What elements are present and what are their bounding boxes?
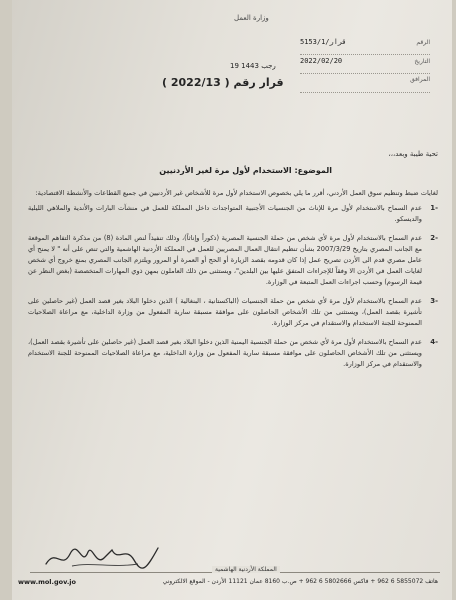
ref-label: الرقم: [416, 39, 430, 46]
date-row: [300, 57, 430, 74]
item-number: -3: [430, 297, 438, 305]
list-item: [28, 337, 438, 370]
attachments-label: المرافق: [410, 76, 430, 83]
handwritten-signature: [42, 540, 162, 574]
subject-line: الموضوع: الاستخدام لأول مرة لغير الأردنيين: [159, 166, 332, 175]
footer-website-link[interactable]: www.mol.gov.jo: [18, 578, 76, 586]
footer-contact-info: هاتف 5855072 6 962 + فاكس 5802666 6 962 + ص.ب 8160 عمان 11121 الأردن - الموقع الالكتروني: [162, 578, 438, 585]
list-item: [28, 296, 438, 329]
attachments-row: [300, 76, 430, 93]
ref-value: 5153/1/قرار: [300, 38, 347, 46]
item-number: -4: [430, 338, 438, 346]
date-label: التاريخ: [414, 58, 430, 65]
intro-paragraph: لغايات ضبط وتنظيم سوق العمل الأردني، أقرر ما يلي بخصوص الاستخدام لأول مرة للأشخاص غير الأردنيين في جميع القطاعات والأنشطة الاقتصادية:: [35, 189, 438, 197]
item-text: عدم السماح بالاستخدام لأول مرة لأي شخص من حملة الجنسية المصرية (ذكوراً وإناثاً)، وذلك تنفيذاً لنص المادة (8) من مذكرة التفاهم الموقعة مع الجانب المصري بتاريخ 2007/3/29 بشأن تنظيم انتقال العمال المصريين للعمل في المملكة الأردنية الهاشمية والتي تنص على أنه " لا يمنح أي عامل مصري قدم الى الأردن تصريح عمل إذا كان قدومه بقصد الزيارة أو الحج أو العمرة أو المرور ويلتزم الجانب المصري بمنع خروج أي شخص لغايات العمل في الأردن الا وفقاً للإجراءات المتفق عليها بين البلدين"، ويستثنى من ذلك العاملون بمهن ذوي المهارات المتخصصة (بغض النظر عن قيمة الرسوم) وحسب اجراءات العمل المتبعة في الوزارة.: [28, 234, 422, 286]
gregorian-date: 2022/02/20: [300, 57, 343, 65]
ministry-name: وزارة العمل: [234, 14, 269, 22]
greeting: تحية طيبة وبعد،،،: [388, 150, 438, 158]
footer-organization: المملكة الأردنية الهاشمية: [212, 566, 280, 573]
item-number: -2: [430, 234, 438, 242]
decision-title: قرار رقم ( 2022/13 ): [162, 76, 284, 89]
list-item: [28, 203, 438, 225]
item-number: -1: [430, 204, 438, 212]
item-text: عدم السماح بالاستخدام لأول مرة لأي شخص من حملة الجنسية اليمنية الذين دخلوا البلاد بغير قصد العمل (غير حاصلين على تأشيرة بقصد العمل)، ويستثنى من تلك الأشخاص الحاصلون على موافقة مسبقة سارية المفعول من وزارة الداخلية، مع مراعاة الصلاحيات الممنوحة للجنة الاستخدام والاستقدام في مركز الوزارة.: [28, 338, 422, 368]
hijri-date: 19 رجب 1443: [230, 62, 276, 70]
letter-page: [12, 0, 452, 600]
ref-number-row: [300, 38, 430, 55]
list-item: [28, 233, 438, 288]
reference-box: [300, 38, 430, 95]
item-text: عدم السماح بالاستخدام لأول مرة للإناث من الجنسيات الأجنبية المتواجدات داخل المملكة للعمل في منشآت البارات والأندية والملاهي الليلية والديسكو.: [28, 204, 422, 223]
letter-body: [28, 188, 438, 378]
item-text: عدم السماح بالاستخدام لأول مرة لأي شخص من حملة الجنسيات (الباكستانية ، البنغالية ) الذين دخلوا البلاد بغير قصد العمل (غير حاصلين على تأشيرة بقصد العمل)، ويستثنى من تلك الأشخاص الحاصلون على موافقة مسبقة سارية المفعول من وزارة الداخلية، مع مراعاة الصلاحيات الممنوحة للجنة الاستخدام والاستقدام في مركز الوزارة.: [28, 297, 422, 327]
